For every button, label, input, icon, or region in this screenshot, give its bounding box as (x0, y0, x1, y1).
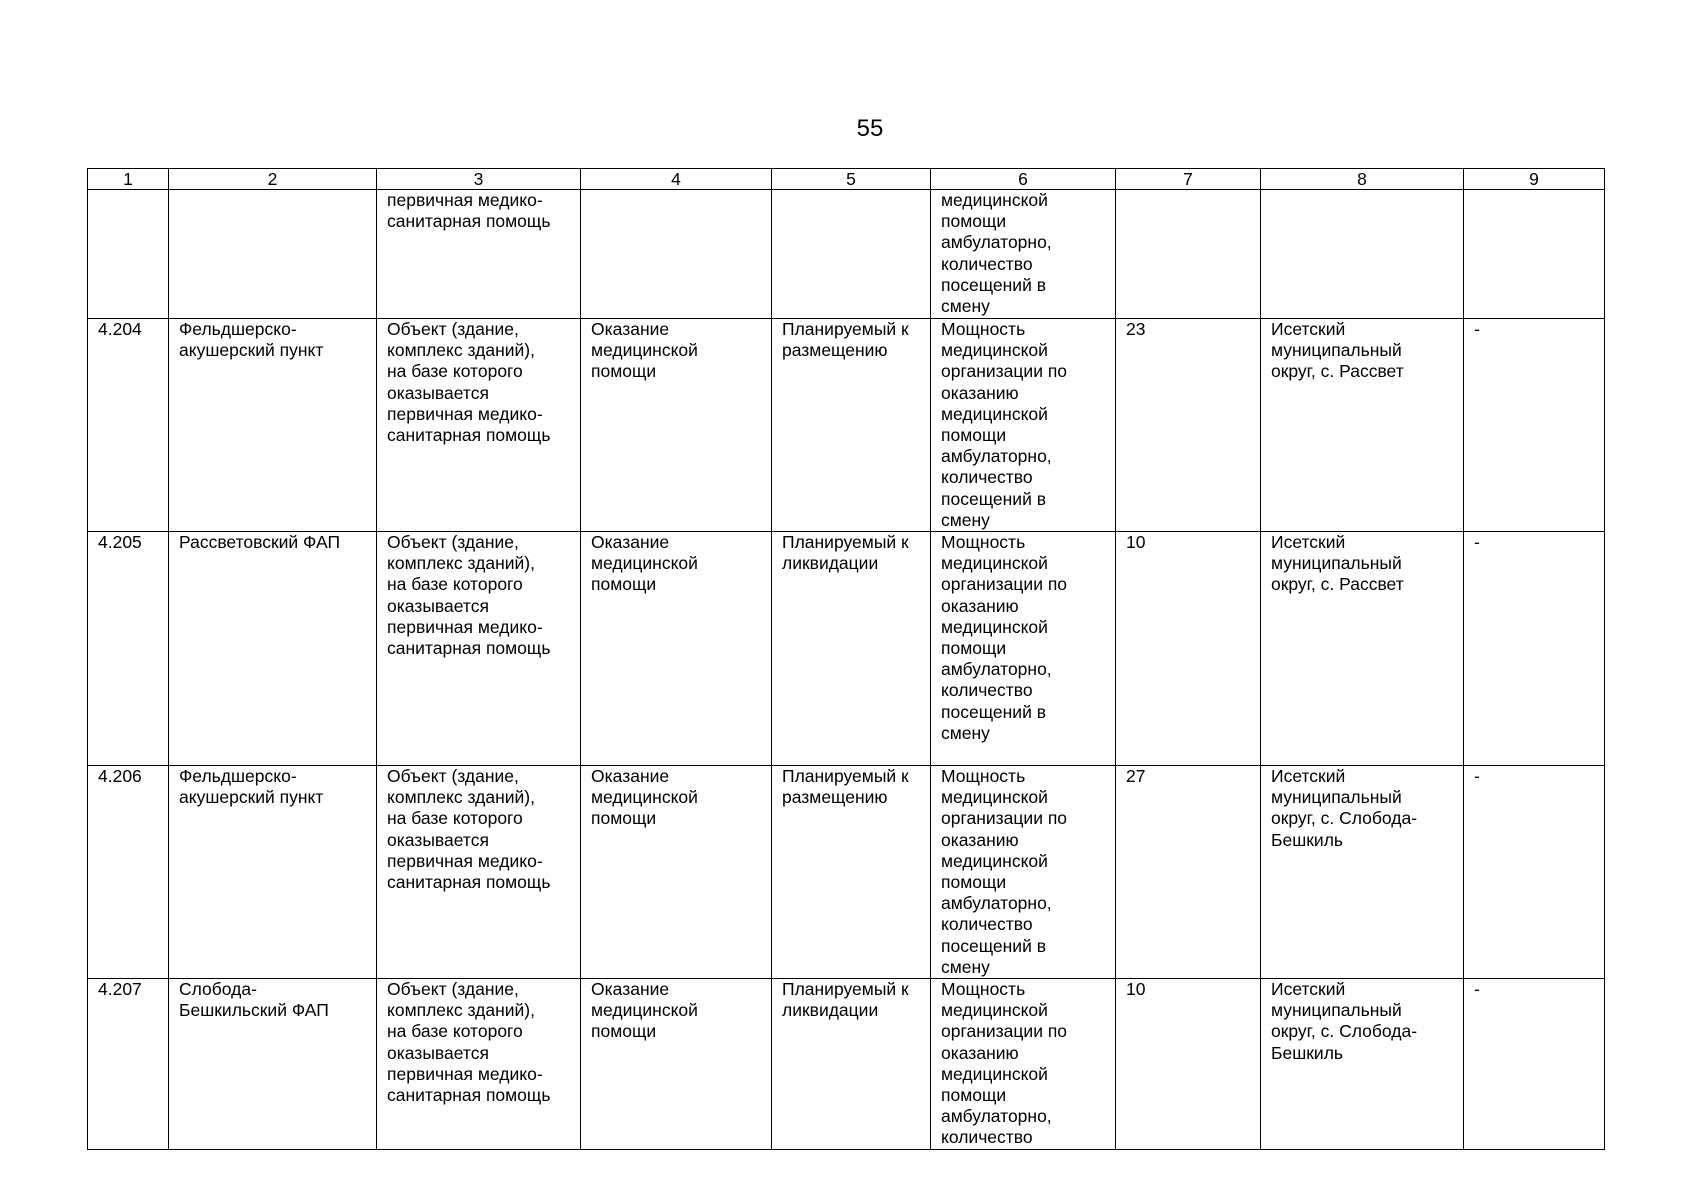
cell-location (1261, 190, 1464, 319)
column-header-9: 9 (1464, 169, 1605, 190)
cell-purpose: Оказание медицинской помощи (581, 532, 772, 766)
cell-capacity (1116, 190, 1261, 319)
table-row (88, 766, 1605, 979)
cell-status: Планируемый к ликвидации (772, 532, 931, 766)
cell-characteristic: Мощность медицинской организации по оказанию медицинской помощи амбулаторно, количество посещений в смену (931, 766, 1116, 979)
cell-object-type: первичная медико- санитарная помощь (377, 190, 581, 319)
cell-name (169, 190, 377, 319)
cell-status: Планируемый к ликвидации (772, 979, 931, 1150)
column-header-2: 2 (169, 169, 377, 190)
page-number: 55 (856, 115, 884, 142)
cell-status (772, 190, 931, 319)
cell-characteristic: Мощность медицинской организации по оказанию медицинской помощи амбулаторно, количество (931, 979, 1116, 1150)
cell-purpose: Оказание медицинской помощи (581, 979, 772, 1150)
column-header-1: 1 (88, 169, 169, 190)
column-header-8: 8 (1261, 169, 1464, 190)
cell-purpose (581, 190, 772, 319)
cell-characteristic: Мощность медицинской организации по оказанию медицинской помощи амбулаторно, количество посещений в смену (931, 532, 1116, 766)
cell-object-type: Объект (здание, комплекс зданий), на базе которого оказывается первичная медико- санитарная помощь (377, 319, 581, 532)
cell-location: Исетский муниципальный округ, с. Рассвет (1261, 319, 1464, 532)
cell-object-type: Объект (здание, комплекс зданий), на базе которого оказывается первичная медико- санитарная помощь (377, 979, 581, 1150)
column-header-7: 7 (1116, 169, 1261, 190)
cell-status: Планируемый к размещению (772, 319, 931, 532)
cell-number: 4.206 (88, 766, 169, 979)
cell-zone: - (1464, 979, 1605, 1150)
header-row (88, 169, 1605, 190)
cell-location: Исетский муниципальный округ, с. Слобода- Бешкиль (1261, 766, 1464, 979)
column-header-6: 6 (931, 169, 1116, 190)
table-row (88, 532, 1605, 766)
cell-location: Исетский муниципальный округ, с. Слобода- Бешкиль (1261, 979, 1464, 1150)
cell-status: Планируемый к размещению (772, 766, 931, 979)
cell-object-type: Объект (здание, комплекс зданий), на базе которого оказывается первичная медико- санитарная помощь (377, 532, 581, 766)
cell-characteristic: Мощность медицинской организации по оказанию медицинской помощи амбулаторно, количество посещений в смену (931, 319, 1116, 532)
cell-name: Слобода- Бешкильский ФАП (169, 979, 377, 1150)
cell-characteristic: медицинской помощи амбулаторно, количество посещений в смену (931, 190, 1116, 319)
cell-name: Рассветовский ФАП (169, 532, 377, 766)
cell-location: Исетский муниципальный округ, с. Рассвет (1261, 532, 1464, 766)
cell-name: Фельдшерско- акушерский пункт (169, 319, 377, 532)
cell-zone: - (1464, 766, 1605, 979)
table-row-continuation (88, 190, 1605, 319)
cell-name: Фельдшерско- акушерский пункт (169, 766, 377, 979)
cell-zone (1464, 190, 1605, 319)
cell-purpose: Оказание медицинской помощи (581, 319, 772, 532)
cell-capacity: 10 (1116, 979, 1261, 1150)
column-header-3: 3 (377, 169, 581, 190)
table-header (88, 169, 1605, 190)
table-row (88, 319, 1605, 532)
cell-purpose: Оказание медицинской помощи (581, 766, 772, 979)
cell-capacity: 10 (1116, 532, 1261, 766)
cell-capacity: 27 (1116, 766, 1261, 979)
cell-capacity: 23 (1116, 319, 1261, 532)
column-header-5: 5 (772, 169, 931, 190)
cell-object-type: Объект (здание, комплекс зданий), на базе которого оказывается первичная медико- санитарная помощь (377, 766, 581, 979)
table-body (88, 190, 1605, 1150)
cell-zone: - (1464, 319, 1605, 532)
column-header-4: 4 (581, 169, 772, 190)
cell-number (88, 190, 169, 319)
cell-number: 4.204 (88, 319, 169, 532)
table-row (88, 979, 1605, 1150)
cell-number: 4.205 (88, 532, 169, 766)
cell-zone: - (1464, 532, 1605, 766)
cell-number: 4.207 (88, 979, 169, 1150)
objects-table (87, 168, 1605, 1150)
